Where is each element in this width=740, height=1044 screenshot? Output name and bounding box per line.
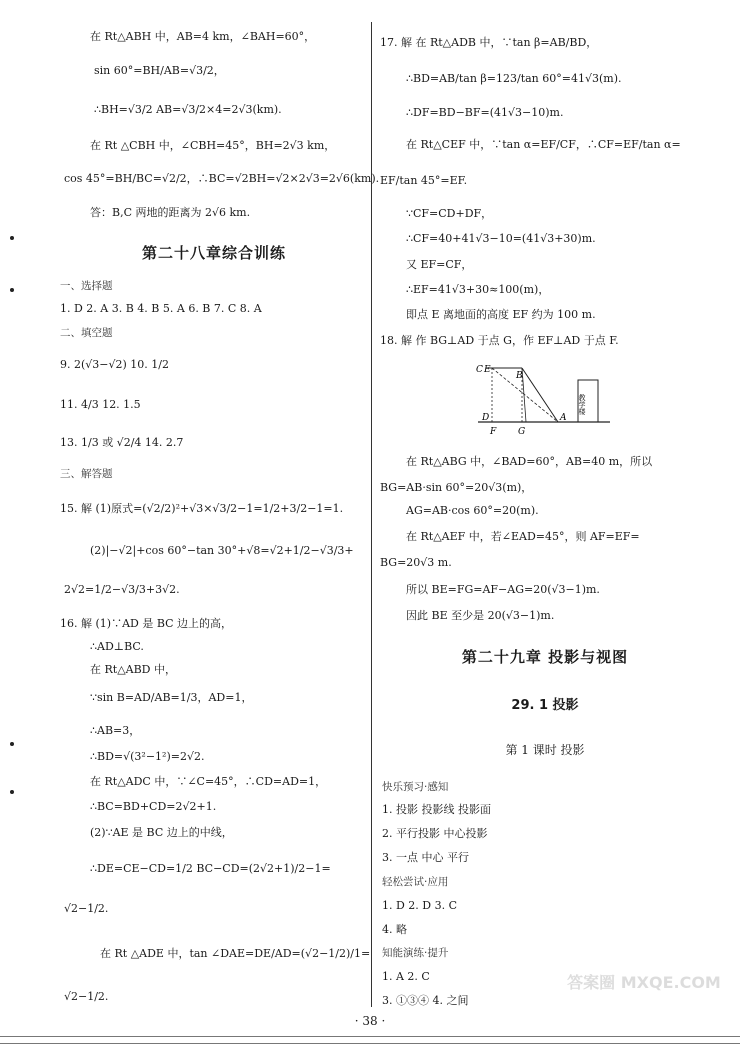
part1-item: 2. 平行投影 中心投影 — [382, 827, 488, 840]
text-line: 答：B,C 两地的距离为 2√6 km. — [90, 206, 251, 219]
label-f: F — [490, 427, 497, 437]
q16-line: √2−1/2. — [64, 990, 109, 1003]
q17-line: EF/tan 45°=EF. — [380, 174, 468, 187]
q17-line: ∴CF=40+41√3−10=(41√3+30)m. — [406, 232, 596, 245]
q17-line: ∴DF=BD−BF=(41√3−10)m. — [406, 106, 564, 119]
page-number: · 38 · — [354, 1014, 386, 1028]
lesson-title: 第 1 课时 投影 — [505, 743, 585, 757]
part2-item: 4. 略 — [382, 923, 407, 936]
margin-dot — [10, 742, 14, 746]
q16-line: ∵sin B=AD/AB=1/3，AD=1， — [90, 691, 253, 704]
q17-line: 又 EF=CF， — [406, 258, 473, 271]
q17-line: 在 Rt△CEF 中，∵tan α=EF/CF，∴CF=EF/tan α= — [406, 138, 681, 151]
q18-line: 在 Rt△ABG 中，∠BAD=60°，AB=40 m，所以 — [406, 455, 653, 468]
q16-line: ∴BC=BD+CD=2√2+1. — [90, 800, 217, 813]
label-g: G — [518, 427, 526, 437]
q18-line: 在 Rt△AEF 中，若∠EAD=45°，则 AF=EF= — [406, 530, 640, 543]
watermark-logo — [560, 940, 728, 1040]
section-label: 一、选择题 — [60, 280, 113, 292]
watermark-text: 答案圈 MXQE.COM — [567, 973, 721, 992]
text-line: 在 Rt△ABH 中，AB=4 km，∠BAH=60°， — [90, 30, 316, 43]
part-label: 快乐预习·感知 — [382, 781, 449, 793]
label-a: A — [560, 413, 567, 423]
q17-line: 即点 E 离地面的高度 EF 约为 100 m. — [406, 308, 596, 321]
fill-answer: 13. 1/3 或 √2/4 14. 2.7 — [60, 436, 184, 449]
q16-line: √2−1/2. — [64, 902, 109, 915]
q16-line: 在 Rt △ADE 中，tan ∠DAE=DE/AD=(√2−1/2)/1= — [100, 947, 371, 960]
slope-line — [522, 368, 558, 422]
q18-line: BG=AB·sin 60°=20√3(m)， — [380, 481, 533, 494]
text-line: cos 45°=BH/BC=√2/2，∴BC=√2BH=√2×2√3=2√6(km). — [64, 172, 380, 185]
q16-line: 在 Rt△ABD 中， — [90, 663, 177, 676]
q16-line: 在 Rt△ADC 中，∵∠C=45°，∴CD=AD=1， — [90, 775, 327, 788]
q17-line: ∴BD=AB/tan β=123/tan 60°=41√3(m). — [406, 72, 622, 85]
chapter-title: 第二十九章 投影与视图 — [461, 648, 629, 666]
q15-line: 2√2=1/2−√3/3+3√2. — [64, 583, 180, 596]
part2-item: 1. D 2. D 3. C — [382, 899, 458, 912]
part3-item: 1. A 2. C — [382, 970, 430, 983]
q16-line: ∴AD⊥BC. — [90, 640, 144, 653]
q18-line: 因此 BE 至少是 20(√3−1)m. — [406, 609, 555, 622]
label-c: C — [476, 365, 483, 375]
q16-line: 16. 解 (1)∵AD 是 BC 边上的高， — [60, 617, 233, 630]
section-label: 二、填空题 — [60, 327, 113, 339]
q16-line: (2)∵AE 是 BC 边上的中线， — [90, 826, 233, 839]
label-d: D — [482, 413, 490, 423]
q18-line: 所以 BE=FG=AF−AG=20(√3−1)m. — [406, 583, 600, 596]
part-label: 知能演练·提升 — [382, 947, 449, 959]
choice-answers: 1. D 2. A 3. B 4. B 5. A 6. B 7. C 8. A — [60, 302, 262, 315]
q18-figure — [476, 356, 616, 440]
section-title: 29. 1 投影 — [511, 698, 579, 713]
column-divider — [371, 22, 372, 1007]
q18-line: BG=20√3 m. — [380, 556, 452, 569]
q15-line: 15. 解 (1)原式=(√2/2)²+√3×√3/2−1=1/2+3/2−1=1. — [60, 502, 344, 515]
q16-line: ∴BD=√(3²−1²)=2√2. — [90, 750, 205, 763]
part1-item: 3. 一点 中心 平行 — [382, 851, 469, 864]
fill-answer: 11. 4/3 12. 1.5 — [60, 398, 141, 411]
margin-dot — [10, 236, 14, 240]
q17-line: ∵CF=CD+DF， — [406, 207, 493, 220]
q17-line: ∴EF=41√3+30≈100(m)， — [406, 283, 550, 296]
label-building: 教学楼 — [578, 394, 586, 415]
q16-line: ∴DE=CE−CD=1/2 BC−CD=(2√2+1)/2−1= — [90, 862, 331, 875]
q18-line: AG=AB·cos 60°=20(m). — [406, 504, 539, 517]
label-e: E — [484, 365, 491, 375]
q17-line: 17. 解 在 Rt△ADB 中，∵tan β=AB/BD， — [380, 36, 598, 49]
text-line: 在 Rt △CBH 中，∠CBH=45°，BH=2√3 km， — [90, 139, 336, 152]
margin-dot — [10, 288, 14, 292]
part-label: 轻松尝试·应用 — [382, 876, 449, 888]
part3-item: 3. ①③④ 4. 之间 — [382, 994, 469, 1007]
q18-intro: 18. 解 作 BG⊥AD 于点 G，作 EF⊥AD 于点 F. — [380, 334, 619, 347]
q16-line: ∴AB=3， — [90, 724, 141, 737]
margin-dot — [10, 790, 14, 794]
fill-answer: 9. 2(√3−√2) 10. 1/2 — [60, 358, 169, 371]
label-b: B — [516, 371, 523, 381]
text-line: sin 60°=BH/AB=√3/2， — [94, 64, 225, 77]
q15-line: (2)|−√2|+cos 60°−tan 30°+√8=√2+1/2−√3/3+ — [90, 544, 354, 557]
chapter-title: 第二十八章综合训练 — [141, 244, 286, 262]
text-line: ∴BH=√3/2 AB=√3/2×4=2√3(km). — [94, 103, 282, 116]
part1-item: 1. 投影 投影线 投影面 — [382, 803, 491, 816]
section-label: 三、解答题 — [60, 468, 113, 480]
